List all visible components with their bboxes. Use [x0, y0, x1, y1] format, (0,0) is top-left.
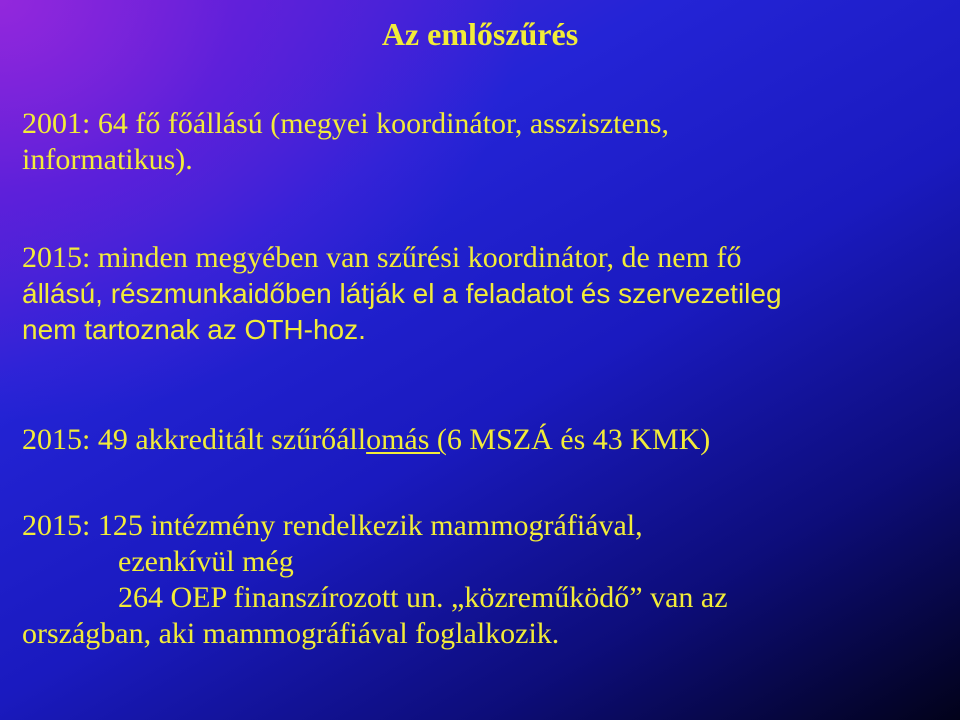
paragraph-2001-staff	[22, 106, 942, 178]
paragraph-2015-institutions	[22, 508, 942, 652]
paragraph-2015-stations	[22, 422, 942, 458]
text-segment: 6 MSZÁ és 43 KMK)	[446, 423, 711, 456]
text-line: ezenkívül még	[118, 545, 294, 578]
text-line: 2015: 125 intézmény rendelkezik mammográfiával,	[22, 509, 643, 542]
text-line	[22, 422, 942, 458]
paragraph-2015-coordinators	[22, 240, 942, 348]
text-line: állású, részmunkaidőben látják el a feladatot és szervezetileg	[22, 278, 782, 309]
text-line: országban, aki mammográfiával foglalkozik.	[22, 617, 560, 650]
text-line: 2001: 64 fő főállású (megyei koordinátor, asszisztens,	[22, 107, 669, 140]
text-line: informatikus).	[22, 143, 193, 176]
underlined-text: omás (	[366, 423, 447, 456]
text-line: nem tartoznak az OTH-hoz.	[22, 314, 366, 345]
text-segment: 2015: 49 akkreditált szűrőáll	[22, 423, 367, 456]
slide-title: Az emlőszűrés	[381, 16, 579, 52]
text-line: 264 OEP finanszírozott un. „közreműködő” van az	[118, 581, 728, 614]
text-line: 2015: minden megyében van szűrési koordinátor, de nem fő	[22, 241, 742, 274]
